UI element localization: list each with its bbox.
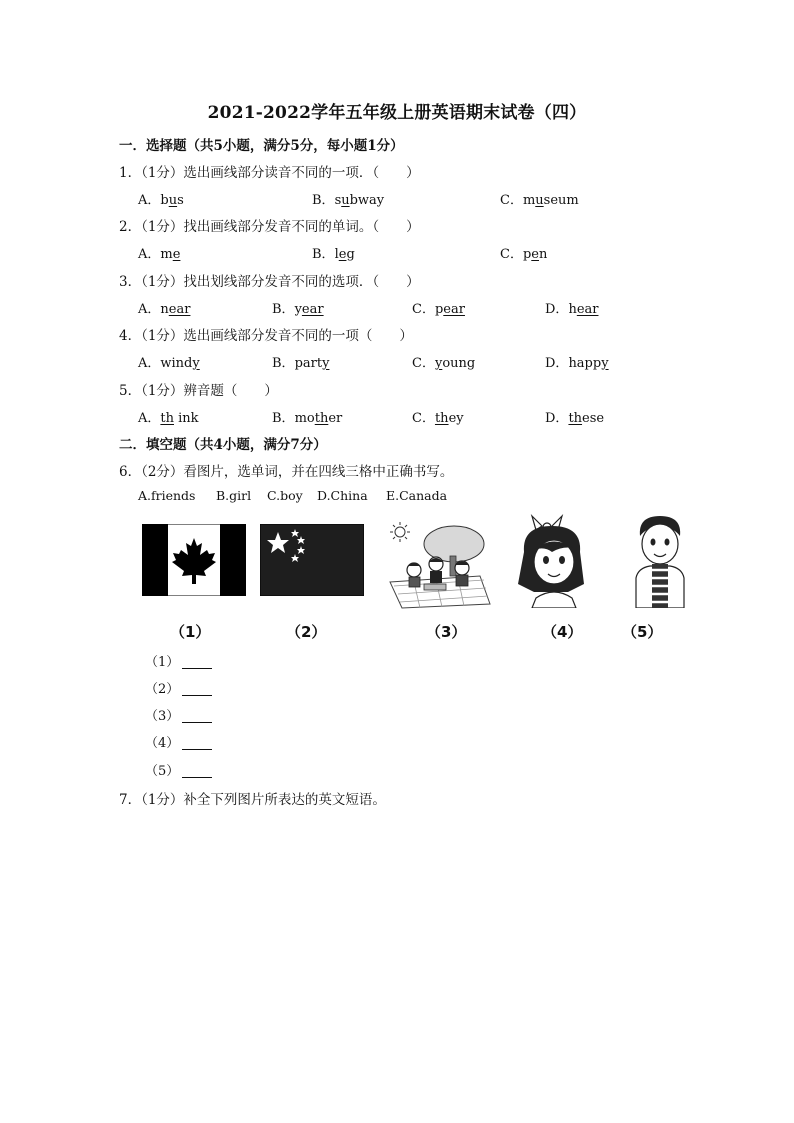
figure-label-1: （1） [170,623,211,641]
q5-option-b[interactable]: B．mother [272,411,343,426]
q5-option-c[interactable]: C．they [412,411,464,426]
q4-option-c[interactable]: C．young [412,356,476,371]
q2-option-b[interactable]: B．leg [312,247,355,262]
q1-option-a[interactable]: A．bus [138,193,184,208]
q3-option-b[interactable]: B．year [272,302,324,317]
q5-option-d[interactable]: D．these [545,411,605,426]
boy-image [628,512,690,612]
question-3: 3．（1分）找出划线部分发音不同的选项．（ ） [119,274,420,290]
canada-flag-image [142,524,246,600]
figure-label-3: （3） [426,623,467,641]
girl-image [512,512,602,612]
answer-blank-5[interactable]: （5） [145,760,212,779]
section-1-heading: 一．选择题（共5小题，满分5分，每小题1分） [119,138,404,154]
figure-label-4: （4） [542,623,583,641]
choice-girl: B.girl [216,488,252,503]
q1-option-c[interactable]: C．museum [500,193,579,208]
q3-option-a[interactable]: A．near [138,302,191,317]
q2-option-a[interactable]: A．me [138,247,181,262]
q4-option-b[interactable]: B．party [272,356,330,371]
china-flag-image [260,524,364,600]
page-title: 2021-2022学年五年级上册英语期末试卷（四） [207,103,587,123]
choice-boy: C.boy [267,488,303,503]
figure-label-2: （2） [286,623,327,641]
answer-blank-1[interactable]: （1） [145,651,212,670]
q2-option-c[interactable]: C．pen [500,247,548,262]
question-6: 6．（2分）看图片，选单词，并在四线三格中正确书写。 [119,464,454,480]
answer-blank-3[interactable]: （3） [145,705,212,724]
section-2-heading: 二．填空题（共4小题，满分7分） [119,437,327,453]
q4-option-a[interactable]: A．windy [138,356,200,371]
figure-label-5: （5） [622,623,663,641]
question-4: 4．（1分）选出画线部分发音不同的一项（ ） [119,328,413,344]
question-7: 7．（1分）补全下列图片所表达的英文短语。 [119,792,386,808]
friends-image [384,520,492,614]
question-5: 5．（1分）辨音题（ ） [119,383,278,399]
question-2: 2．（1分）找出画线部分发音不同的单词。（ ） [119,219,420,235]
answer-blank-2[interactable]: （2） [145,678,212,697]
choice-china: D.China [317,488,368,503]
q1-option-b[interactable]: B．subway [312,193,385,208]
choice-canada: E.Canada [386,488,448,503]
q5-option-a[interactable]: A．th ink [138,411,199,426]
question-1: 1．（1分）选出画线部分读音不同的一项．（ ） [119,165,420,181]
answer-blank-4[interactable]: （4） [145,732,212,751]
q4-option-d[interactable]: D．happy [545,356,609,371]
q3-option-d[interactable]: D．hear [545,302,599,317]
q3-option-c[interactable]: C．pear [412,302,465,317]
choice-friends: A.friends [138,488,196,503]
